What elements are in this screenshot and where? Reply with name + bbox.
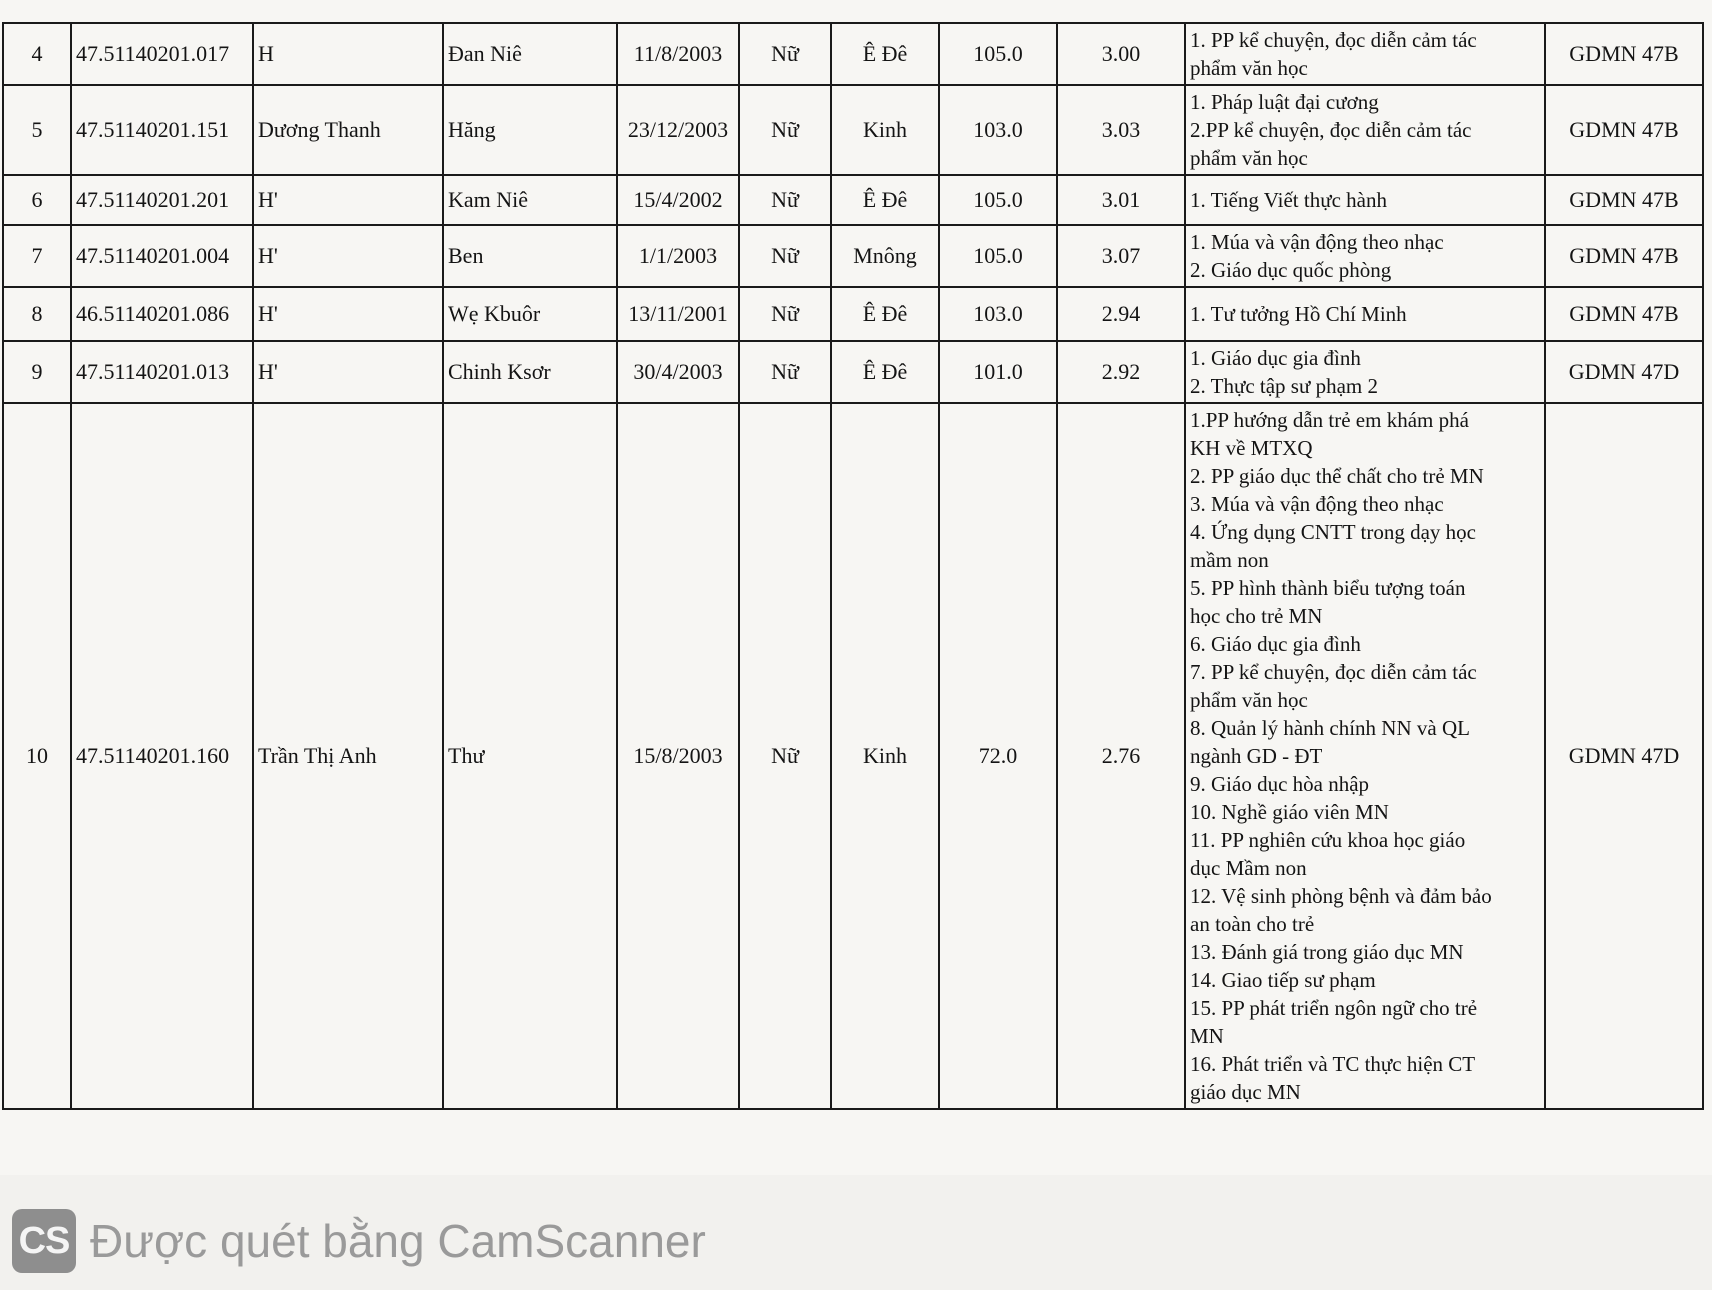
last-name-cell: H' xyxy=(253,175,443,225)
stt-cell: 7 xyxy=(3,225,71,287)
failed-subjects-cell xyxy=(1185,23,1545,85)
subject-line: 1. Tiếng Viết thực hành xyxy=(1190,188,1387,212)
camscanner-watermark xyxy=(12,1208,706,1274)
ethnicity-cell: Ê Đê xyxy=(831,23,939,85)
table-row xyxy=(3,225,1703,287)
last-name-cell: Trần Thị Anh xyxy=(253,403,443,1109)
subject-line: 1. Pháp luật đại cương xyxy=(1190,90,1379,114)
last-name-cell: H' xyxy=(253,287,443,341)
table-row xyxy=(3,287,1703,341)
gpa-cell: 2.76 xyxy=(1057,403,1185,1109)
failed-subjects-cell xyxy=(1185,225,1545,287)
student-code-cell: 46.51140201.086 xyxy=(71,287,253,341)
subject-line: 1. PP kể chuyện, đọc diễn cảm tác xyxy=(1190,28,1477,52)
subject-line: 11. PP nghiên cứu khoa học giáo xyxy=(1190,828,1466,852)
credits-cell: 105.0 xyxy=(939,175,1057,225)
subject-line: an toàn cho trẻ xyxy=(1190,912,1315,936)
first-name-cell: Wẹ Kbuôr xyxy=(443,287,617,341)
date-of-birth-cell: 15/4/2002 xyxy=(617,175,739,225)
class-cell: GDMN 47B xyxy=(1545,287,1703,341)
table-body xyxy=(3,23,1703,1109)
failed-subjects-cell xyxy=(1185,175,1545,225)
gender-cell: Nữ xyxy=(739,287,831,341)
gender-cell: Nữ xyxy=(739,403,831,1109)
subject-line: 14. Giao tiếp sư phạm xyxy=(1190,968,1376,992)
last-name-cell: H xyxy=(253,23,443,85)
credits-cell: 105.0 xyxy=(939,225,1057,287)
class-cell: GDMN 47D xyxy=(1545,341,1703,403)
gpa-cell: 2.92 xyxy=(1057,341,1185,403)
class-cell: GDMN 47B xyxy=(1545,175,1703,225)
first-name-cell: Chinh Ksơr xyxy=(443,341,617,403)
last-name-cell: Dương Thanh xyxy=(253,85,443,175)
gender-cell: Nữ xyxy=(739,23,831,85)
subject-line: 10. Nghề giáo viên MN xyxy=(1190,800,1389,824)
subject-line: phẩm văn học xyxy=(1190,146,1308,170)
subject-line: 6. Giáo dục gia đình xyxy=(1190,632,1361,656)
credits-cell: 103.0 xyxy=(939,85,1057,175)
first-name-cell: Hăng xyxy=(443,85,617,175)
ethnicity-cell: Kinh xyxy=(831,85,939,175)
ethnicity-cell: Ê Đê xyxy=(831,341,939,403)
first-name-cell: Đan Niê xyxy=(443,23,617,85)
first-name-cell: Ben xyxy=(443,225,617,287)
table-row xyxy=(3,23,1703,85)
first-name-cell: Kam Niê xyxy=(443,175,617,225)
subject-line: 15. PP phát triển ngôn ngữ cho trẻ xyxy=(1190,996,1478,1020)
subject-line: 1.PP hướng dẫn trẻ em khám phá xyxy=(1190,408,1469,432)
date-of-birth-cell: 11/8/2003 xyxy=(617,23,739,85)
subject-line: 16. Phát triển và TC thực hiện CT xyxy=(1190,1052,1476,1076)
first-name-cell: Thư xyxy=(443,403,617,1109)
subject-line: 1. Múa và vận động theo nhạc xyxy=(1190,230,1444,254)
date-of-birth-cell: 15/8/2003 xyxy=(617,403,739,1109)
subject-line: 1. Giáo dục gia đình xyxy=(1190,346,1361,370)
gender-cell: Nữ xyxy=(739,175,831,225)
failed-subjects-cell xyxy=(1185,341,1545,403)
student-code-cell: 47.51140201.151 xyxy=(71,85,253,175)
ethnicity-cell: Kinh xyxy=(831,403,939,1109)
class-cell: GDMN 47B xyxy=(1545,225,1703,287)
gpa-cell: 3.00 xyxy=(1057,23,1185,85)
table-row xyxy=(3,175,1703,225)
subject-line: giáo dục MN xyxy=(1190,1080,1301,1104)
credits-cell: 103.0 xyxy=(939,287,1057,341)
credits-cell: 101.0 xyxy=(939,341,1057,403)
subject-line: học cho trẻ MN xyxy=(1190,604,1323,628)
table-row xyxy=(3,403,1703,1109)
stt-cell: 6 xyxy=(3,175,71,225)
subject-line: 3. Múa và vận động theo nhạc xyxy=(1190,492,1444,516)
date-of-birth-cell: 30/4/2003 xyxy=(617,341,739,403)
student-code-cell: 47.51140201.004 xyxy=(71,225,253,287)
student-code-cell: 47.51140201.160 xyxy=(71,403,253,1109)
failed-subjects-cell xyxy=(1185,287,1545,341)
gpa-cell: 3.03 xyxy=(1057,85,1185,175)
credits-cell: 72.0 xyxy=(939,403,1057,1109)
ethnicity-cell: Ê Đê xyxy=(831,175,939,225)
watermark-text: Được quét bằng CamScanner xyxy=(90,1215,706,1267)
subject-line: 1. Tư tưởng Hồ Chí Minh xyxy=(1190,302,1407,326)
gender-cell: Nữ xyxy=(739,341,831,403)
date-of-birth-cell: 13/11/2001 xyxy=(617,287,739,341)
subject-line: MN xyxy=(1190,1024,1224,1048)
subject-line: 2. Giáo dục quốc phòng xyxy=(1190,258,1392,282)
failed-subjects-cell xyxy=(1185,403,1545,1109)
date-of-birth-cell: 1/1/2003 xyxy=(617,225,739,287)
student-code-cell: 47.51140201.201 xyxy=(71,175,253,225)
subject-line: 2.PP kể chuyện, đọc diễn cảm tác xyxy=(1190,118,1472,142)
gender-cell: Nữ xyxy=(739,225,831,287)
camscanner-logo-icon: CS xyxy=(12,1209,76,1273)
gpa-cell: 3.01 xyxy=(1057,175,1185,225)
stt-cell: 10 xyxy=(3,403,71,1109)
subject-line: phẩm văn học xyxy=(1190,56,1308,80)
subject-line: 2. PP giáo dục thể chất cho trẻ MN xyxy=(1190,464,1484,488)
student-code-cell: 47.51140201.013 xyxy=(71,341,253,403)
table-row xyxy=(3,85,1703,175)
subject-line: 5. PP hình thành biểu tượng toán xyxy=(1190,576,1466,600)
subject-line: dục Mầm non xyxy=(1190,856,1307,880)
stt-cell: 4 xyxy=(3,23,71,85)
subject-line: 4. Ứng dụng CNTT trong dạy học xyxy=(1190,520,1476,544)
stt-cell: 5 xyxy=(3,85,71,175)
ethnicity-cell: Ê Đê xyxy=(831,287,939,341)
class-cell: GDMN 47B xyxy=(1545,23,1703,85)
credits-cell: 105.0 xyxy=(939,23,1057,85)
last-name-cell: H' xyxy=(253,225,443,287)
subject-line: 13. Đánh giá trong giáo dục MN xyxy=(1190,940,1464,964)
subject-line: 2. Thực tập sư phạm 2 xyxy=(1190,374,1379,398)
subject-line: mầm non xyxy=(1190,548,1269,572)
stt-cell: 8 xyxy=(3,287,71,341)
subject-line: 7. PP kể chuyện, đọc diễn cảm tác xyxy=(1190,660,1477,684)
subject-line: 12. Vệ sinh phòng bệnh và đảm bảo xyxy=(1190,884,1492,908)
class-cell: GDMN 47D xyxy=(1545,403,1703,1109)
gender-cell: Nữ xyxy=(739,85,831,175)
gpa-cell: 2.94 xyxy=(1057,287,1185,341)
class-cell: GDMN 47B xyxy=(1545,85,1703,175)
subject-line: phẩm văn học xyxy=(1190,688,1308,712)
date-of-birth-cell: 23/12/2003 xyxy=(617,85,739,175)
student-code-cell: 47.51140201.017 xyxy=(71,23,253,85)
ethnicity-cell: Mnông xyxy=(831,225,939,287)
student-table xyxy=(2,22,1704,1110)
table-row xyxy=(3,341,1703,403)
gpa-cell: 3.07 xyxy=(1057,225,1185,287)
subject-line: ngành GD - ĐT xyxy=(1190,744,1323,768)
subject-line: 8. Quản lý hành chính NN và QL xyxy=(1190,716,1470,740)
subject-line: KH về MTXQ xyxy=(1190,436,1313,460)
stt-cell: 9 xyxy=(3,341,71,403)
subject-line: 9. Giáo dục hòa nhập xyxy=(1190,772,1370,796)
failed-subjects-cell xyxy=(1185,85,1545,175)
last-name-cell: H' xyxy=(253,341,443,403)
